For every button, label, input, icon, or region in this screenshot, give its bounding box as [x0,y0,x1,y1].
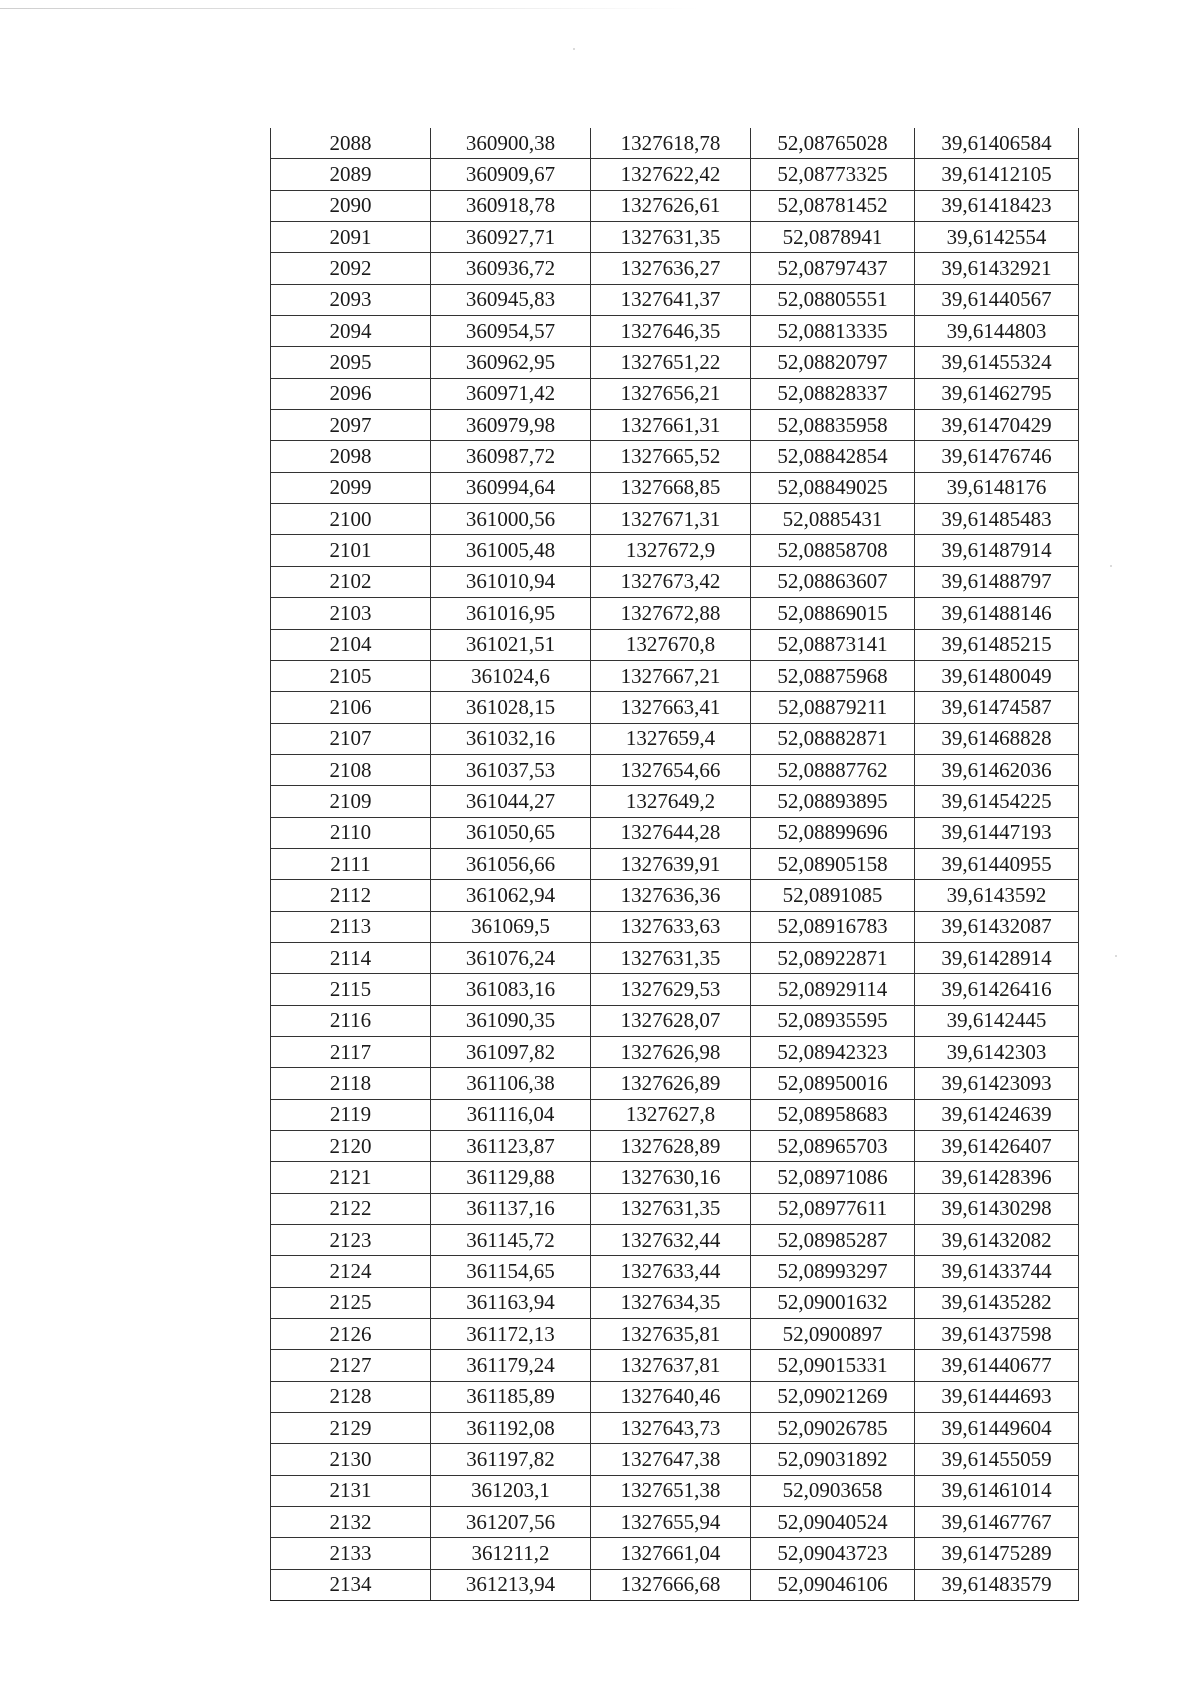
x-coordinate-cell: 361010,94 [431,566,591,597]
point-number-cell: 2103 [271,598,431,629]
latitude-cell: 52,08905158 [751,848,915,879]
point-number-cell: 2099 [271,472,431,503]
longitude-cell: 39,61432082 [915,1225,1079,1256]
point-number-cell: 2089 [271,159,431,190]
x-coordinate-cell: 361090,35 [431,1005,591,1036]
longitude-cell: 39,61426407 [915,1131,1079,1162]
y-coordinate-cell: 1327649,2 [591,786,751,817]
point-number-cell: 2128 [271,1381,431,1412]
point-number-cell: 2114 [271,942,431,973]
x-coordinate-cell: 360954,57 [431,316,591,347]
x-coordinate-cell: 361179,24 [431,1350,591,1381]
longitude-cell: 39,61455059 [915,1444,1079,1475]
y-coordinate-cell: 1327656,21 [591,378,751,409]
longitude-cell: 39,61418423 [915,190,1079,221]
x-coordinate-cell: 360994,64 [431,472,591,503]
scan-edge-line [0,8,700,9]
point-number-cell: 2091 [271,222,431,253]
table-row [271,316,1079,347]
table-row [271,1319,1079,1350]
latitude-cell: 52,08858708 [751,535,915,566]
longitude-cell: 39,61470429 [915,410,1079,441]
latitude-cell: 52,08993297 [751,1256,915,1287]
longitude-cell: 39,61440955 [915,848,1079,879]
longitude-cell: 39,61487914 [915,535,1079,566]
point-number-cell: 2113 [271,911,431,942]
point-number-cell: 2102 [271,566,431,597]
latitude-cell: 52,09046106 [751,1569,915,1600]
point-number-cell: 2110 [271,817,431,848]
longitude-cell: 39,61476746 [915,441,1079,472]
y-coordinate-cell: 1327661,31 [591,410,751,441]
y-coordinate-cell: 1327672,88 [591,598,751,629]
x-coordinate-cell: 361203,1 [431,1475,591,1506]
y-coordinate-cell: 1327636,27 [591,253,751,284]
longitude-cell: 39,61440677 [915,1350,1079,1381]
table-row [271,660,1079,691]
y-coordinate-cell: 1327663,41 [591,692,751,723]
latitude-cell: 52,0903658 [751,1475,915,1506]
y-coordinate-cell: 1327629,53 [591,974,751,1005]
latitude-cell: 52,0878941 [751,222,915,253]
table-row [271,284,1079,315]
latitude-cell: 52,08875968 [751,660,915,691]
longitude-cell: 39,61426416 [915,974,1079,1005]
table-row [271,598,1079,629]
x-coordinate-cell: 360909,67 [431,159,591,190]
x-coordinate-cell: 360945,83 [431,284,591,315]
x-coordinate-cell: 360971,42 [431,378,591,409]
longitude-cell: 39,61444693 [915,1381,1079,1412]
table-row [271,535,1079,566]
y-coordinate-cell: 1327646,35 [591,316,751,347]
x-coordinate-cell: 361163,94 [431,1287,591,1318]
x-coordinate-cell: 361213,94 [431,1569,591,1600]
latitude-cell: 52,08828337 [751,378,915,409]
latitude-cell: 52,08765028 [751,128,915,159]
longitude-cell: 39,61449604 [915,1413,1079,1444]
latitude-cell: 52,08879211 [751,692,915,723]
y-coordinate-cell: 1327626,61 [591,190,751,221]
x-coordinate-cell: 361207,56 [431,1507,591,1538]
table-row [271,504,1079,535]
longitude-cell: 39,61430298 [915,1193,1079,1224]
longitude-cell: 39,61488146 [915,598,1079,629]
x-coordinate-cell: 361116,04 [431,1099,591,1130]
table-row [271,1444,1079,1475]
point-number-cell: 2129 [271,1413,431,1444]
y-coordinate-cell: 1327641,37 [591,284,751,315]
latitude-cell: 52,08929114 [751,974,915,1005]
table-row [271,1413,1079,1444]
table-row [271,1099,1079,1130]
x-coordinate-cell: 360962,95 [431,347,591,378]
point-number-cell: 2094 [271,316,431,347]
x-coordinate-cell: 361016,95 [431,598,591,629]
point-number-cell: 2104 [271,629,431,660]
latitude-cell: 52,09040524 [751,1507,915,1538]
latitude-cell: 52,08893895 [751,786,915,817]
latitude-cell: 52,0885431 [751,504,915,535]
y-coordinate-cell: 1327634,35 [591,1287,751,1318]
point-number-cell: 2096 [271,378,431,409]
table-row [271,1068,1079,1099]
point-number-cell: 2090 [271,190,431,221]
longitude-cell: 39,61454225 [915,786,1079,817]
latitude-cell: 52,08849025 [751,472,915,503]
latitude-cell: 52,08935595 [751,1005,915,1036]
table-row [271,692,1079,723]
x-coordinate-cell: 361056,66 [431,848,591,879]
latitude-cell: 52,08820797 [751,347,915,378]
scan-speck [1110,565,1112,567]
point-number-cell: 2109 [271,786,431,817]
x-coordinate-cell: 360936,72 [431,253,591,284]
longitude-cell: 39,6142303 [915,1036,1079,1067]
y-coordinate-cell: 1327639,91 [591,848,751,879]
y-coordinate-cell: 1327668,85 [591,472,751,503]
longitude-cell: 39,61462795 [915,378,1079,409]
x-coordinate-cell: 361037,53 [431,754,591,785]
y-coordinate-cell: 1327670,8 [591,629,751,660]
table-row [271,190,1079,221]
table-row [271,222,1079,253]
latitude-cell: 52,08773325 [751,159,915,190]
point-number-cell: 2112 [271,880,431,911]
longitude-cell: 39,61485483 [915,504,1079,535]
y-coordinate-cell: 1327666,68 [591,1569,751,1600]
point-number-cell: 2092 [271,253,431,284]
y-coordinate-cell: 1327661,04 [591,1538,751,1569]
table-row [271,754,1079,785]
point-number-cell: 2123 [271,1225,431,1256]
longitude-cell: 39,61412105 [915,159,1079,190]
point-number-cell: 2105 [271,660,431,691]
x-coordinate-cell: 361044,27 [431,786,591,817]
table-row [271,1475,1079,1506]
longitude-cell: 39,61475289 [915,1538,1079,1569]
table-row [271,1256,1079,1287]
y-coordinate-cell: 1327633,63 [591,911,751,942]
latitude-cell: 52,08958683 [751,1099,915,1130]
latitude-cell: 52,08863607 [751,566,915,597]
y-coordinate-cell: 1327665,52 [591,441,751,472]
table-row [271,880,1079,911]
table-row [271,817,1079,848]
table-row [271,1287,1079,1318]
coordinates-table-body [271,128,1079,1601]
point-number-cell: 2134 [271,1569,431,1600]
latitude-cell: 52,08869015 [751,598,915,629]
longitude-cell: 39,61432087 [915,911,1079,942]
longitude-cell: 39,61461014 [915,1475,1079,1506]
latitude-cell: 52,08965703 [751,1131,915,1162]
latitude-cell: 52,08942323 [751,1036,915,1067]
longitude-cell: 39,61435282 [915,1287,1079,1318]
longitude-cell: 39,61485215 [915,629,1079,660]
table-row [271,1162,1079,1193]
latitude-cell: 52,08813335 [751,316,915,347]
point-number-cell: 2117 [271,1036,431,1067]
longitude-cell: 39,61423093 [915,1068,1079,1099]
latitude-cell: 52,09043723 [751,1538,915,1569]
coordinates-table [270,128,1079,1601]
x-coordinate-cell: 361050,65 [431,817,591,848]
y-coordinate-cell: 1327671,31 [591,504,751,535]
table-row [271,848,1079,879]
x-coordinate-cell: 360927,71 [431,222,591,253]
y-coordinate-cell: 1327643,73 [591,1413,751,1444]
y-coordinate-cell: 1327630,16 [591,1162,751,1193]
longitude-cell: 39,61480049 [915,660,1079,691]
y-coordinate-cell: 1327631,35 [591,942,751,973]
longitude-cell: 39,6143592 [915,880,1079,911]
table-row [271,723,1079,754]
longitude-cell: 39,61432921 [915,253,1079,284]
table-row [271,441,1079,472]
point-number-cell: 2122 [271,1193,431,1224]
point-number-cell: 2095 [271,347,431,378]
longitude-cell: 39,6142445 [915,1005,1079,1036]
x-coordinate-cell: 361123,87 [431,1131,591,1162]
y-coordinate-cell: 1327667,21 [591,660,751,691]
x-coordinate-cell: 361069,5 [431,911,591,942]
point-number-cell: 2125 [271,1287,431,1318]
longitude-cell: 39,61455324 [915,347,1079,378]
point-number-cell: 2115 [271,974,431,1005]
longitude-cell: 39,61488797 [915,566,1079,597]
x-coordinate-cell: 361172,13 [431,1319,591,1350]
table-row [271,1569,1079,1600]
latitude-cell: 52,08971086 [751,1162,915,1193]
x-coordinate-cell: 361076,24 [431,942,591,973]
y-coordinate-cell: 1327651,22 [591,347,751,378]
y-coordinate-cell: 1327622,42 [591,159,751,190]
latitude-cell: 52,09015331 [751,1350,915,1381]
y-coordinate-cell: 1327618,78 [591,128,751,159]
latitude-cell: 52,08781452 [751,190,915,221]
latitude-cell: 52,09001632 [751,1287,915,1318]
latitude-cell: 52,08899696 [751,817,915,848]
point-number-cell: 2130 [271,1444,431,1475]
latitude-cell: 52,08842854 [751,441,915,472]
table-row [271,974,1079,1005]
point-number-cell: 2132 [271,1507,431,1538]
x-coordinate-cell: 361062,94 [431,880,591,911]
table-row [271,1131,1079,1162]
y-coordinate-cell: 1327637,81 [591,1350,751,1381]
y-coordinate-cell: 1327633,44 [591,1256,751,1287]
y-coordinate-cell: 1327647,38 [591,1444,751,1475]
x-coordinate-cell: 361185,89 [431,1381,591,1412]
latitude-cell: 52,08882871 [751,723,915,754]
y-coordinate-cell: 1327672,9 [591,535,751,566]
table-row [271,347,1079,378]
longitude-cell: 39,61433744 [915,1256,1079,1287]
x-coordinate-cell: 361083,16 [431,974,591,1005]
point-number-cell: 2098 [271,441,431,472]
longitude-cell: 39,61474587 [915,692,1079,723]
y-coordinate-cell: 1327640,46 [591,1381,751,1412]
y-coordinate-cell: 1327628,89 [591,1131,751,1162]
x-coordinate-cell: 361024,6 [431,660,591,691]
table-row [271,128,1079,159]
x-coordinate-cell: 360987,72 [431,441,591,472]
y-coordinate-cell: 1327631,35 [591,1193,751,1224]
latitude-cell: 52,08805551 [751,284,915,315]
table-row [271,378,1079,409]
y-coordinate-cell: 1327659,4 [591,723,751,754]
longitude-cell: 39,6142554 [915,222,1079,253]
point-number-cell: 2106 [271,692,431,723]
longitude-cell: 39,61406584 [915,128,1079,159]
x-coordinate-cell: 361192,08 [431,1413,591,1444]
point-number-cell: 2100 [271,504,431,535]
table-row [271,472,1079,503]
x-coordinate-cell: 361145,72 [431,1225,591,1256]
longitude-cell: 39,61462036 [915,754,1079,785]
table-row [271,1036,1079,1067]
x-coordinate-cell: 360979,98 [431,410,591,441]
point-number-cell: 2131 [271,1475,431,1506]
y-coordinate-cell: 1327651,38 [591,1475,751,1506]
x-coordinate-cell: 361032,16 [431,723,591,754]
point-number-cell: 2133 [271,1538,431,1569]
y-coordinate-cell: 1327632,44 [591,1225,751,1256]
longitude-cell: 39,6148176 [915,472,1079,503]
longitude-cell: 39,61467767 [915,1507,1079,1538]
x-coordinate-cell: 360900,38 [431,128,591,159]
latitude-cell: 52,0891085 [751,880,915,911]
point-number-cell: 2124 [271,1256,431,1287]
point-number-cell: 2111 [271,848,431,879]
point-number-cell: 2127 [271,1350,431,1381]
x-coordinate-cell: 361021,51 [431,629,591,660]
y-coordinate-cell: 1327655,94 [591,1507,751,1538]
latitude-cell: 52,08985287 [751,1225,915,1256]
y-coordinate-cell: 1327673,42 [591,566,751,597]
longitude-cell: 39,61428914 [915,942,1079,973]
table-row [271,1225,1079,1256]
y-coordinate-cell: 1327626,89 [591,1068,751,1099]
x-coordinate-cell: 361106,38 [431,1068,591,1099]
latitude-cell: 52,09026785 [751,1413,915,1444]
longitude-cell: 39,61437598 [915,1319,1079,1350]
y-coordinate-cell: 1327628,07 [591,1005,751,1036]
latitude-cell: 52,0900897 [751,1319,915,1350]
x-coordinate-cell: 361028,15 [431,692,591,723]
table-row [271,1507,1079,1538]
table-row [271,786,1079,817]
point-number-cell: 2093 [271,284,431,315]
x-coordinate-cell: 361211,2 [431,1538,591,1569]
scan-speck [1115,955,1117,957]
table-row [271,566,1079,597]
point-number-cell: 2107 [271,723,431,754]
point-number-cell: 2108 [271,754,431,785]
point-number-cell: 2126 [271,1319,431,1350]
point-number-cell: 2101 [271,535,431,566]
x-coordinate-cell: 361005,48 [431,535,591,566]
x-coordinate-cell: 361097,82 [431,1036,591,1067]
table-row [271,1538,1079,1569]
table-row [271,410,1079,441]
x-coordinate-cell: 361129,88 [431,1162,591,1193]
point-number-cell: 2088 [271,128,431,159]
latitude-cell: 52,08873141 [751,629,915,660]
latitude-cell: 52,09031892 [751,1444,915,1475]
x-coordinate-cell: 361154,65 [431,1256,591,1287]
longitude-cell: 39,6144803 [915,316,1079,347]
point-number-cell: 2119 [271,1099,431,1130]
table-row [271,159,1079,190]
y-coordinate-cell: 1327644,28 [591,817,751,848]
table-row [271,629,1079,660]
y-coordinate-cell: 1327654,66 [591,754,751,785]
y-coordinate-cell: 1327631,35 [591,222,751,253]
longitude-cell: 39,61468828 [915,723,1079,754]
longitude-cell: 39,61483579 [915,1569,1079,1600]
x-coordinate-cell: 361137,16 [431,1193,591,1224]
y-coordinate-cell: 1327626,98 [591,1036,751,1067]
y-coordinate-cell: 1327635,81 [591,1319,751,1350]
x-coordinate-cell: 361000,56 [431,504,591,535]
scan-speck [573,48,575,50]
latitude-cell: 52,08797437 [751,253,915,284]
table-row [271,253,1079,284]
table-row [271,1350,1079,1381]
longitude-cell: 39,61447193 [915,817,1079,848]
latitude-cell: 52,08950016 [751,1068,915,1099]
point-number-cell: 2121 [271,1162,431,1193]
latitude-cell: 52,08977611 [751,1193,915,1224]
y-coordinate-cell: 1327627,8 [591,1099,751,1130]
table-row [271,942,1079,973]
longitude-cell: 39,61424639 [915,1099,1079,1130]
table-row [271,1381,1079,1412]
latitude-cell: 52,08887762 [751,754,915,785]
latitude-cell: 52,08916783 [751,911,915,942]
latitude-cell: 52,08835958 [751,410,915,441]
point-number-cell: 2097 [271,410,431,441]
point-number-cell: 2118 [271,1068,431,1099]
latitude-cell: 52,09021269 [751,1381,915,1412]
table-row [271,911,1079,942]
point-number-cell: 2116 [271,1005,431,1036]
y-coordinate-cell: 1327636,36 [591,880,751,911]
x-coordinate-cell: 361197,82 [431,1444,591,1475]
x-coordinate-cell: 360918,78 [431,190,591,221]
longitude-cell: 39,61440567 [915,284,1079,315]
point-number-cell: 2120 [271,1131,431,1162]
table-row [271,1193,1079,1224]
latitude-cell: 52,08922871 [751,942,915,973]
table-row [271,1005,1079,1036]
longitude-cell: 39,61428396 [915,1162,1079,1193]
